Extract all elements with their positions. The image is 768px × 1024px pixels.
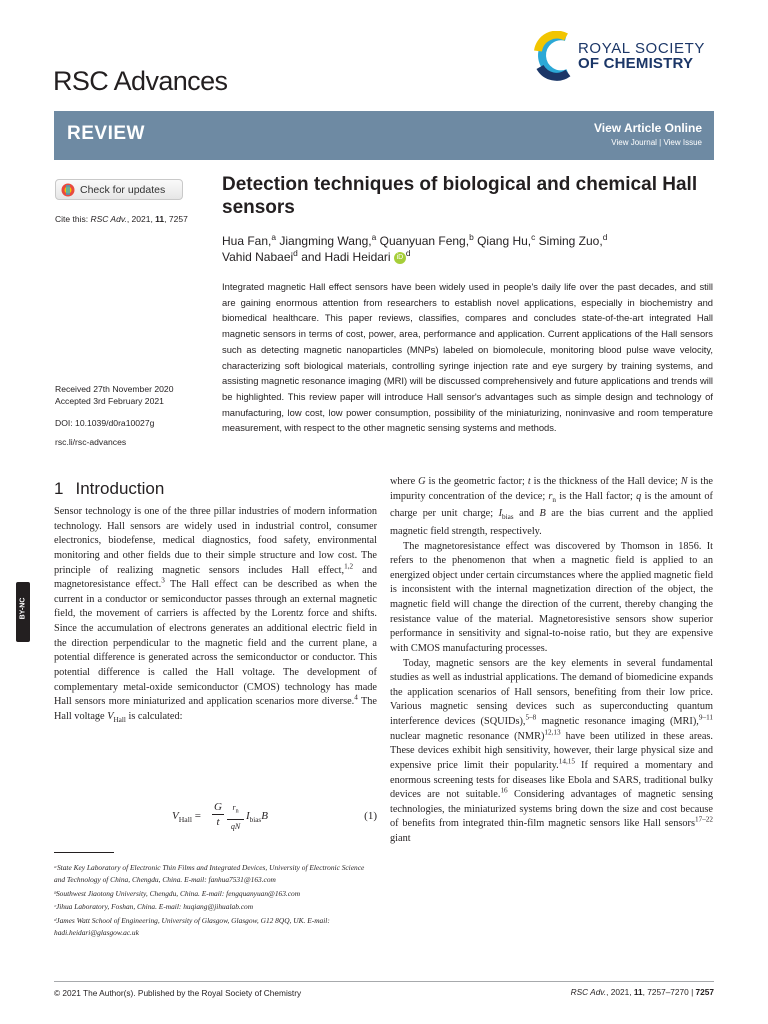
crossmark-icon [61, 183, 75, 197]
check-for-updates-label: Check for updates [80, 183, 166, 196]
author: Vahid Nabaei [222, 250, 294, 264]
reference[interactable]: 3 [161, 576, 165, 585]
text-run: and magnetoresistance effect. [54, 564, 377, 591]
text-run: is calculated: [125, 710, 183, 722]
publisher-line-1: ROYAL SOCIETY [578, 40, 705, 57]
article-type-band [54, 111, 714, 160]
publisher-line-2: OF CHEMISTRY [578, 55, 694, 72]
reference[interactable]: 16 [500, 786, 508, 795]
affiliation-footnotes [54, 862, 377, 940]
symbol: G [418, 476, 426, 487]
footnote-divider [54, 852, 114, 853]
symbol: N [680, 476, 688, 487]
paragraph [390, 475, 713, 540]
symbol-subscript: bias [502, 513, 514, 522]
author-affiliation: d [405, 248, 411, 258]
eq-symbol: V [172, 810, 179, 822]
author: and Hadi Heidari [301, 250, 391, 264]
text-run: is the impurity concentration of the device; [390, 476, 714, 502]
text-run: Considering advantages of magnetic sensing technologies, the miniaturized systems bring down the size and cost because of benefits from integrated thin-film magnetic sensors like Hall sensors [390, 789, 713, 830]
equation-lhs [172, 810, 201, 824]
cite-journal: RSC Adv. [90, 214, 127, 224]
author-affiliation: c [531, 232, 536, 242]
cite-page: , 7257 [164, 214, 188, 224]
eq-denominator: t [216, 816, 220, 828]
equation-fraction-rn-qn [227, 801, 244, 834]
author: Siming Zuo, [538, 234, 603, 248]
reference[interactable]: 4 [354, 693, 358, 702]
text-run: Today, magnetic sensors are the key elements in several fundamental studies as well as industrial applications. The demand of biomedicine expands the application scenarios of Hall sensors, benefiting from their low price. Various magnetic sensing devices such as superconducting quantum interference devices (SQUIDs), [390, 657, 713, 728]
eq-symbol: B [261, 810, 268, 822]
dates [55, 384, 173, 407]
eq-subscript: bias [249, 816, 262, 825]
footnote: ᵃState Key Laboratory of Electronic Thin Films and Integrated Devices, University of Electronic Science and Technology of China, Chengdu, China. E-mail: fanhua7531@163.com [54, 863, 365, 885]
equation-1 [54, 800, 377, 834]
text-run: If required a momentary and enormous screening tests for diseases like Ebola and SARS, traditional bulky devices are not suitable. [390, 759, 713, 801]
author-affiliation: d [602, 232, 608, 242]
text-run: are the bias current and the applied magnetic field strength, respectively. [390, 508, 713, 537]
footnote: ᵈJames Watt School of Engineering, University of Glasgow, Glasgow, G12 8QQ, UK. E-mail: hadi.heidari@glasgow.ac.uk [54, 915, 330, 938]
text-run: The Hall effect can be described as when the current in a conductor or semiconductor passes through an external magnetic field, the movement of carriers is affected by the Lorentz force and shifts. Since the accumulation of electrons generates an additional electric field in the direction perpendicular to the magnetic field and the current plane, a potential difference is generated across the semiconductor or conductor. This potential difference is called the Hall voltage. The development of complementary metal-oxide semiconductor (CMOS) technology has made Hall sensors more miniaturized and application scenarios more diverse. [54, 579, 377, 708]
doi[interactable]: DOI: 10.1039/d0ra10027g [55, 418, 155, 428]
author-affiliation: a [371, 232, 377, 242]
footer-volume: 11 [633, 987, 643, 997]
cite-this [55, 214, 188, 224]
body-column-right [390, 475, 713, 847]
symbol: t [527, 476, 531, 487]
reference[interactable]: 17–22 [694, 816, 713, 825]
text-run: where [390, 476, 419, 487]
author-list [222, 233, 702, 265]
reference[interactable]: 12,13 [544, 728, 561, 737]
text-run: is the geometric factor; [425, 476, 528, 487]
journal-url[interactable]: rsc.li/rsc-advances [55, 437, 127, 447]
body-column-left [54, 505, 377, 727]
equation-rhs [246, 810, 268, 824]
text-run: is the thickness of the Hall device; [530, 476, 681, 487]
rsc-logo[interactable] [532, 31, 722, 81]
symbol-subscript: Hall [113, 715, 126, 724]
page-number: 7257 [695, 987, 714, 997]
symbol: I [498, 508, 502, 520]
text-run: magnetic resonance imaging (MRI), [536, 716, 699, 728]
text-run: The Hall voltage [54, 696, 377, 722]
accepted-date: Accepted 3rd February 2021 [55, 395, 164, 406]
reference[interactable]: 1,2 [344, 562, 354, 571]
eq-denominator: qN [230, 821, 241, 831]
footnote: ᵇSouthwest Jiaotong University, Chengdu, China. E-mail: fengquanyuan@163.com [54, 888, 301, 898]
author: Jiangming Wang, [279, 234, 372, 248]
text-run: giant [390, 833, 411, 845]
copyright: © 2021 The Author(s). Published by the Royal Society of Chemistry [54, 988, 302, 998]
footer-year: , 2021, [606, 987, 634, 997]
author-affiliation: a [271, 232, 277, 242]
reference[interactable]: 5–8 [525, 713, 537, 722]
cc-license-badge[interactable] [16, 582, 30, 642]
text-run: nuclear magnetic resonance (NMR) [390, 730, 545, 742]
abstract: Integrated magnetic Hall effect sensors have been widely used in people's daily life over the past decades, and still are gaining enormous attention from researchers to establish novel applications, especially in biochemistry and biomedical healthcare. This paper reviews, classifies, compares and concludes state-of-the-art integrated Hall magnetic sensors in terms of cost, power, area, performance and application. Current applications of the Hall sensors such as detecting magnetic nanoparticles (MNPs) labeled on biomolecule, monitoring blood pulse wave velocity, characterizing soft biological materials, controlling syringe injection rate and eye surgery by training systems, and assisting magnetic resonance imaging (MRI) will be discussed comprehensively and future applications and trends will be highlighted. This review paper will introduce Hall sensor's advantages such as simple design and technology of manufacturing, low cost, low power consumption, possibility of the miniaturizing, noninvasive and room temperature measurement, with respect to the other magnetic sensing systems and methods. [222, 281, 713, 434]
view-journal-issue-links[interactable]: View Journal | View Issue [611, 138, 702, 147]
eq-subscript: Hall [178, 815, 192, 825]
text-run: and [513, 508, 540, 520]
symbol: q [636, 490, 642, 502]
view-article-online-link[interactable]: View Article Online [593, 121, 702, 135]
symbol-subscript: n [552, 495, 557, 504]
eq-numerator: G [212, 800, 224, 815]
section-title: Introduction [75, 479, 165, 498]
check-for-updates-button[interactable] [55, 179, 183, 200]
symbol: B [539, 508, 546, 520]
footer-divider [54, 981, 714, 982]
author: Hua Fan, [222, 234, 272, 248]
cite-prefix: Cite this: [55, 214, 91, 224]
paragraph: The magnetoresistance effect was discovered by Thomson in 1856. It refers to the phenomenon that when a magnetic field is applied to an energized object under certain circumstances where the applied magnetic field is inconsistent with the internal magnetization direction of the object, the magnetic field will change the direction of the current, thereby changing the resistance value of the material. Magnetoresistive sensors show superior performance in sensitivity and signal-to-noise ratio, but they are expensive with CMOS manufacturing processes. [390, 540, 713, 654]
license-label: BY-NC [19, 597, 27, 620]
article-type-label: REVIEW [67, 123, 145, 144]
eq-equals: = [194, 810, 201, 822]
eq-subscript: n [235, 808, 239, 815]
orcid-icon[interactable]: iD [394, 252, 406, 264]
symbol: V [107, 710, 114, 722]
equation-number: (1) [364, 810, 377, 822]
section-heading [54, 479, 164, 499]
eq-symbol: r [232, 803, 236, 812]
text-run: is the amount of charge per unit charge; [390, 490, 713, 520]
paragraph [390, 657, 713, 847]
text-run: is the Hall factor; [556, 490, 637, 502]
text-run: Sensor technology is one of the three pillar industries of modern information technology. Hall sensors are widely used in industrial control, consumer electronics, biodefense, medical diagnostics, food safety, environmental monitoring and other fields due to their simple structure and low cost. The principle of realizing magnetic sensors includes Hall effect, [54, 506, 377, 576]
reference[interactable]: 14,15 [558, 757, 575, 766]
cite-year: , 2021, [126, 214, 156, 224]
footnote: ᶜJihua Laboratory, Foshan, China. E-mail: huqiang@jihualab.com [54, 902, 254, 912]
equation-fraction-g-t [212, 800, 224, 829]
journal-title: RSC Advances [53, 66, 228, 96]
eq-symbol: I [246, 810, 250, 822]
reference[interactable]: 9–11 [698, 713, 713, 722]
author: Quanyuan Feng, [379, 234, 470, 248]
author-affiliation: b [469, 232, 474, 242]
page-citation [571, 987, 714, 997]
received-date: Received 27th November 2020 [55, 384, 174, 394]
symbol: r [548, 490, 553, 502]
rsc-ring-icon [532, 31, 576, 81]
footer-journal: RSC Adv. [570, 987, 607, 997]
author-affiliation: d [293, 248, 298, 258]
author: Qiang Hu, [477, 234, 532, 248]
cite-volume: 11 [155, 214, 165, 224]
paragraph [54, 505, 377, 727]
eq-numerator [227, 801, 244, 820]
paper-title: Detection techniques of biological and chemical Hall sensors [222, 174, 698, 218]
section-number: 1 [54, 479, 64, 498]
text-run: have been utilized in these areas. These devices exhibit high sensitivity, however, their large physical size and expensive price limit their popularity. [390, 730, 713, 771]
footer-pages: , 7257–7270 | [642, 987, 696, 997]
